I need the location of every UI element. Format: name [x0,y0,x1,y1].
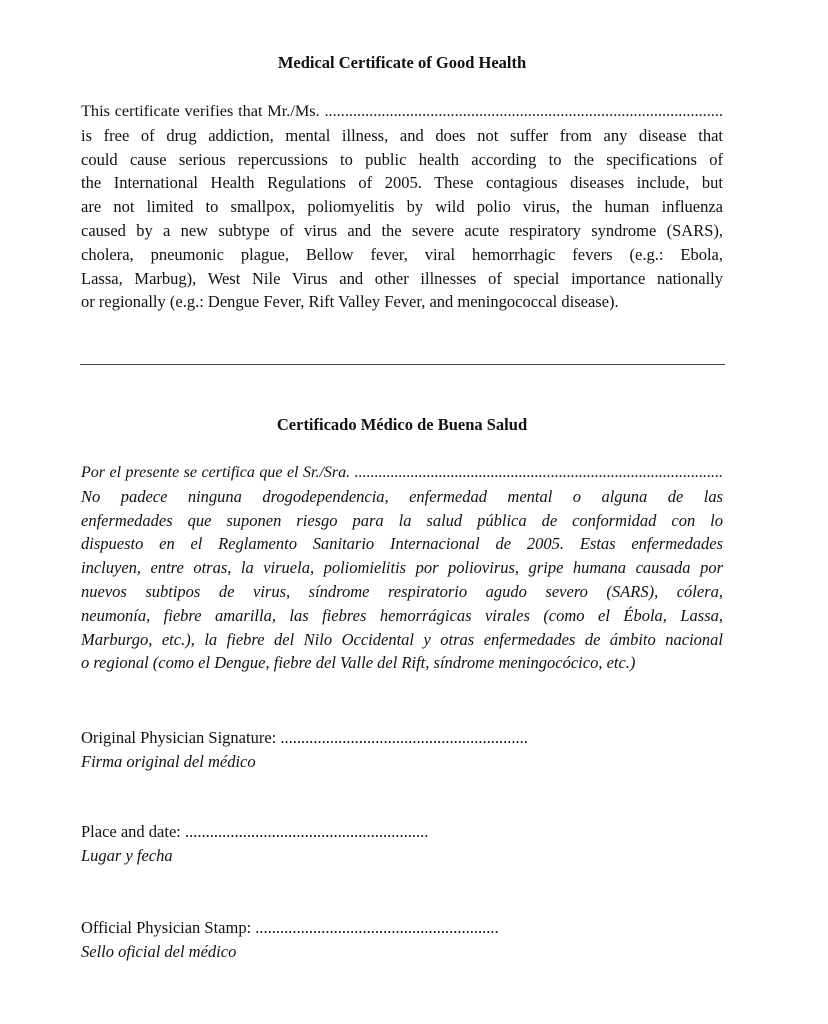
spanish-line: No padece ninguna drogodependencia, enfermedad mental o alguna de las [81,486,723,506]
english-title: Medical Certificate of Good Health [277,53,527,72]
english-line: the International Health Regulations of 2005. These contagious diseases include, but [81,173,723,193]
english-line: or regionally (e.g.: Dengue Fever, Rift Valley Fever, and meningococcal disease). [81,292,619,312]
spanish-paragraph [81,461,723,675]
place-date-label-spanish: Lugar y fecha [81,845,173,865]
stamp-label: Official Physician Stamp: ........................................................... [81,918,499,937]
place-date-field [81,820,428,868]
spanish-line: nuevos subtipos de virus, síndrome respiratorio agudo severo (SARS), cólera, [81,581,723,601]
spanish-line: o regional (como el Dengue, fiebre del Valle del Rift, síndrome meningocócico, etc.) [81,653,636,673]
signature-field [81,726,528,774]
english-line: are not limited to smallpox, poliomyelitis by wild polio virus, the human influenza [81,197,723,217]
signature-label-spanish: Firma original del médico [81,751,256,771]
spanish-line: neumonía, fiebre amarilla, las fiebres hemorrágicas virales (como el Ébola, Lassa, [81,605,723,625]
signature-label: Original Physician Signature: ............................................................ [81,728,528,747]
english-line: Lassa, Marbug), West Nile Virus and other illnesses of special importance nationally [81,268,723,288]
english-line: could cause serious repercussions to public health according to the specifications of [81,149,723,169]
place-date-label: Place and date: ........................................................... [81,822,429,841]
spanish-line: dispuesto en el Reglamento Sanitario Internacional de 2005. Estas enfermedades [81,534,723,554]
english-paragraph [81,100,723,314]
spanish-title: Certificado Médico de Buena Salud [276,415,528,434]
english-line: cholera, pneumonic plague, Bellow fever, viral hemorrhagic fevers (e.g.: Ebola, [81,244,723,264]
spanish-line: enfermedades que suponen riesgo para la salud pública de conformidad con lo [81,510,723,530]
english-line: is free of drug addiction, mental illness, and does not suffer from any disease that [81,125,723,145]
section-divider [80,364,725,365]
english-line: This certificate verifies that Mr./Ms. .................................................................................................. [81,102,723,120]
stamp-field [81,916,499,964]
spanish-line: incluyen, entre otras, la viruela, poliomielitis por poliovirus, gripe humana causada por [81,558,723,578]
stamp-label-spanish: Sello oficial del médico [81,941,237,961]
spanish-line: Marburgo, etc.), la fiebre del Nilo Occidental y otras enfermedades de ámbito nacional [81,629,723,649]
english-line: caused by a new subtype of virus and the severe acute respiratory syndrome (SARS), [81,220,723,240]
spanish-line: Por el presente se certifica que el Sr./Sra. ............................................................................................ [81,464,723,481]
